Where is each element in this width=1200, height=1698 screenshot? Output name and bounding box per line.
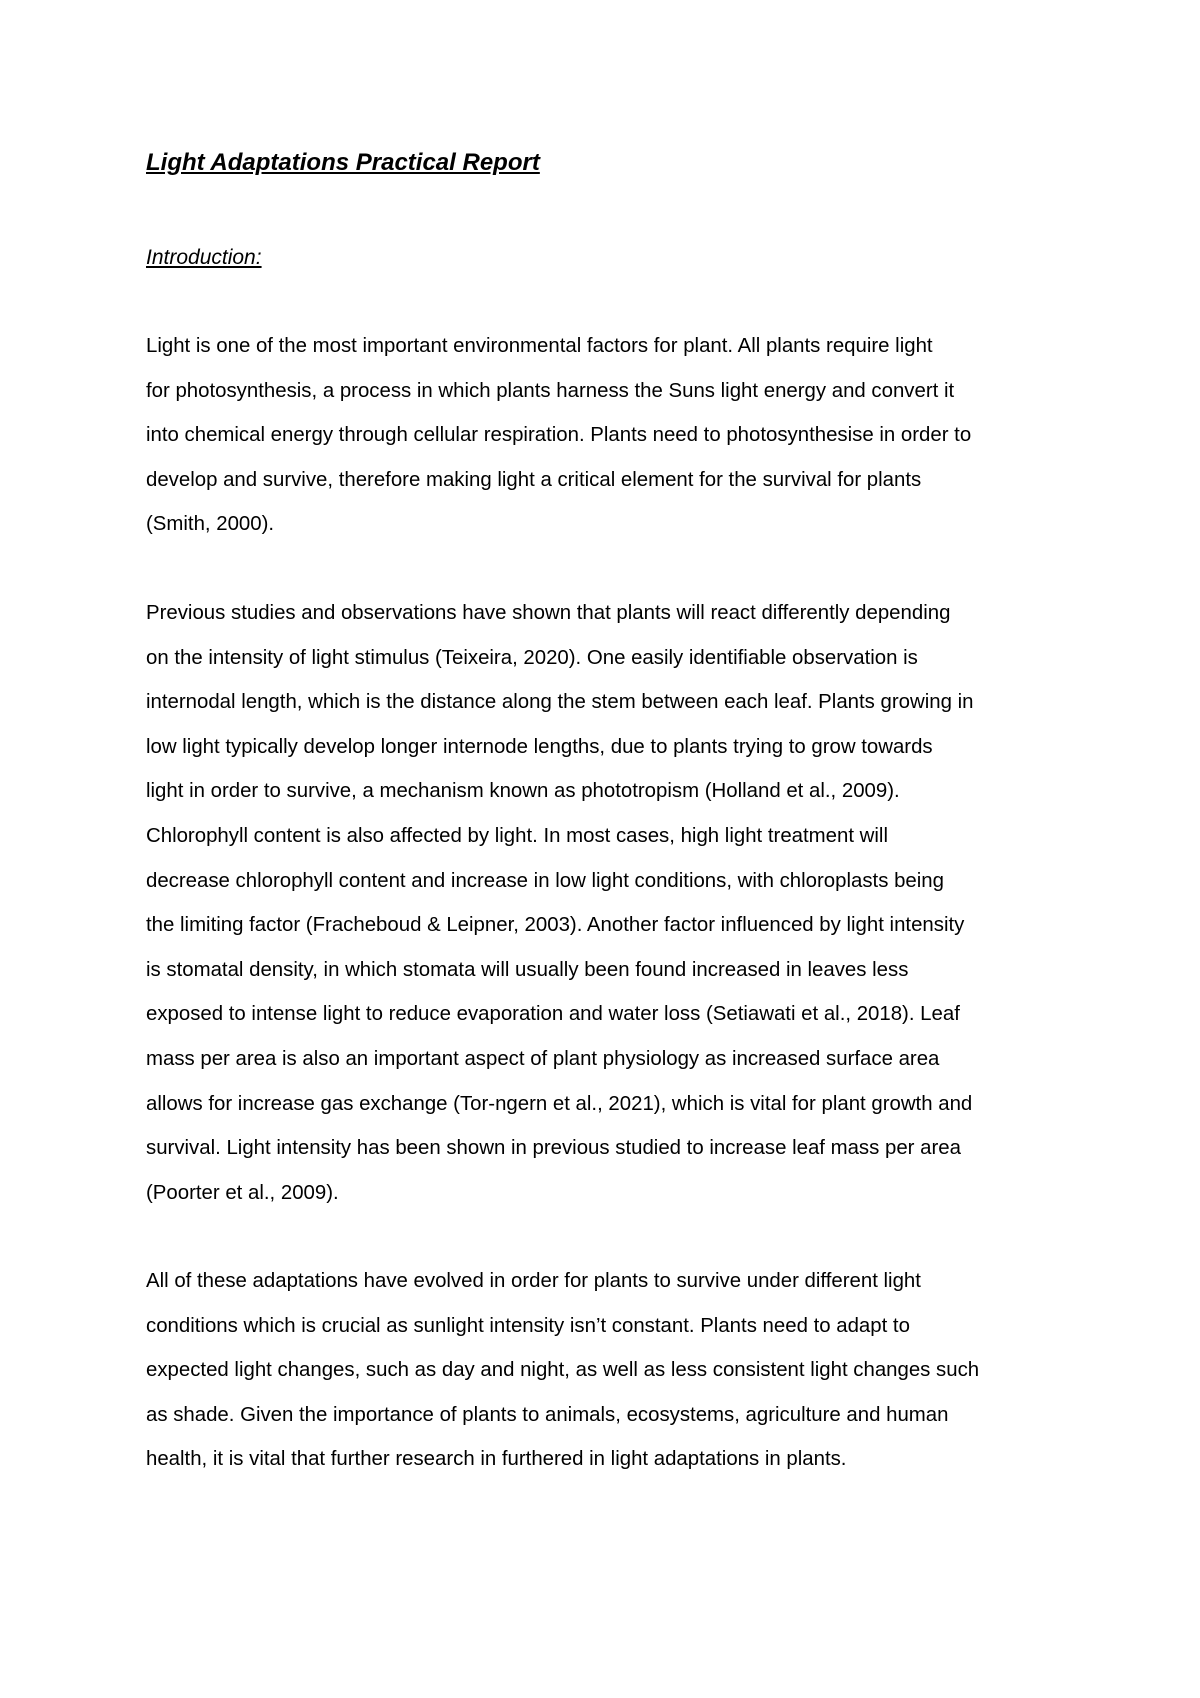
text-line: for photosynthesis, a process in which plants harness the Suns light energy and convert it xyxy=(146,379,955,402)
paragraph-2 xyxy=(146,591,1076,1215)
text-line: exposed to intense light to reduce evaporation and water loss (Setiawati et al., 2018). Leaf xyxy=(146,1003,960,1026)
text-line: allows for increase gas exchange (Tor-ngern et al., 2021), which is vital for plant growth and xyxy=(146,1092,973,1115)
text-line: (Smith, 2000). xyxy=(146,513,275,536)
text-line: low light typically develop longer internode lengths, due to plants trying to grow towards xyxy=(146,735,933,758)
text-line: conditions which is crucial as sunlight intensity isn’t constant. Plants need to adapt to xyxy=(146,1314,910,1337)
text-line: Previous studies and observations have shown that plants will react differently depending xyxy=(146,602,951,624)
text-line: All of these adaptations have evolved in order for plants to survive under different light xyxy=(146,1270,921,1292)
text-line: (Poorter et al., 2009). xyxy=(146,1181,339,1204)
text-line: develop and survive, therefore making light a critical element for the survival for plants xyxy=(146,468,922,491)
text-line: expected light changes, such as day and night, as well as less consistent light changes such xyxy=(146,1359,980,1382)
text-line: internodal length, which is the distance along the stem between each leaf. Plants growing in xyxy=(146,691,974,714)
paragraph-3 xyxy=(146,1259,1076,1482)
text-line: Chlorophyll content is also affected by light. In most cases, high light treatment will xyxy=(146,824,888,847)
section-heading-introduction: Introduction: xyxy=(146,246,262,269)
text-line: health, it is vital that further research in furthered in light adaptations in plants. xyxy=(146,1448,847,1471)
text-line: as shade. Given the importance of plants to animals, ecosystems, agriculture and human xyxy=(146,1403,949,1426)
text-line: survival. Light intensity has been shown in previous studied to increase leaf mass per area xyxy=(146,1137,961,1160)
text-line: the limiting factor (Fracheboud & Leipner, 2003). Another factor influenced by light intensity xyxy=(146,914,965,937)
text-line: into chemical energy through cellular respiration. Plants need to photosynthesise in order to xyxy=(146,424,972,447)
paragraph-1 xyxy=(146,324,1076,547)
text-line: Light is one of the most important environmental factors for plant. All plants require light xyxy=(146,335,933,357)
text-line: decrease chlorophyll content and increase in low light conditions, with chloroplasts being xyxy=(146,869,944,892)
document-title: Light Adaptations Practical Report xyxy=(146,149,540,176)
text-line: is stomatal density, in which stomata will usually been found increased in leaves less xyxy=(146,958,909,981)
text-line: light in order to survive, a mechanism known as phototropism (Holland et al., 2009). xyxy=(146,780,900,803)
text-line: mass per area is also an important aspect of plant physiology as increased surface area xyxy=(146,1047,940,1070)
text-line: on the intensity of light stimulus (Teixeira, 2020). One easily identifiable observation is xyxy=(146,646,918,669)
